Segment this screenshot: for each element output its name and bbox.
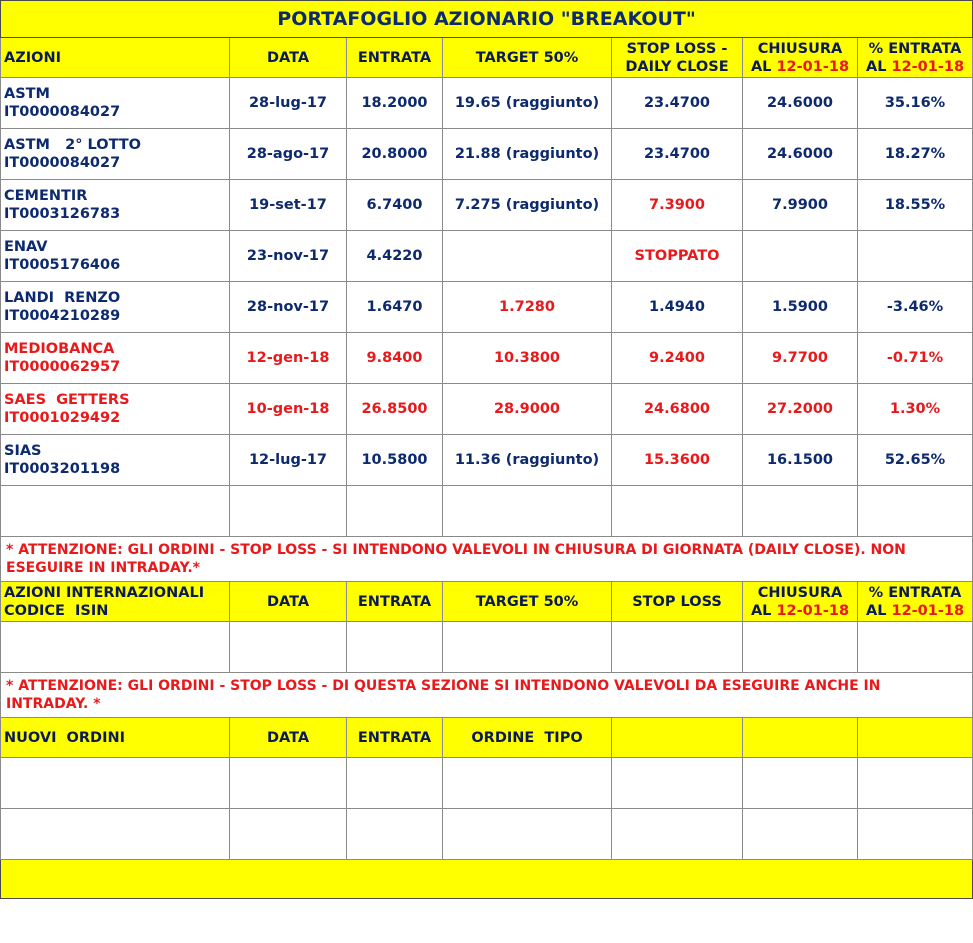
intl-header-line1: AZIONI INTERNAZIONALI: [4, 584, 205, 601]
perc-cell: 35.16%: [858, 78, 973, 129]
stock-name: SAES GETTERS: [4, 392, 130, 408]
date-cell: 28-ago-17: [230, 129, 347, 180]
entry-cell: 26.8500: [347, 384, 443, 435]
close-cell: 1.5900: [743, 282, 858, 333]
stock-name: LANDI RENZO: [4, 290, 121, 306]
empty-cell: [743, 486, 858, 537]
entry-cell: 10.5800: [347, 435, 443, 486]
intl-chiusura-line1: CHIUSURA: [757, 584, 843, 601]
stock-name: ENAV: [4, 239, 48, 255]
empty-cell: [230, 809, 347, 860]
perc-cell: [858, 231, 973, 282]
empty-cell: [1, 809, 230, 860]
col-intl-target-header: TARGET 50%: [443, 582, 612, 622]
footer-row: [1, 860, 973, 899]
date-cell: 12-gen-18: [230, 333, 347, 384]
target-cell: 28.9000: [443, 384, 612, 435]
warning-row: [1, 537, 973, 582]
empty-cell: [230, 486, 347, 537]
stock-isin: IT0001029492: [4, 410, 121, 426]
entry-cell: 6.7400: [347, 180, 443, 231]
empty-cell: [443, 809, 612, 860]
col-azioni-header: AZIONI: [1, 38, 230, 78]
col-intl-azioni-header: [1, 582, 230, 622]
stock-isin: IT0005176406: [4, 257, 121, 273]
empty-cell: [858, 486, 973, 537]
empty-row: [1, 486, 973, 537]
col-intl-entrata-header: ENTRATA: [347, 582, 443, 622]
entry-cell: 20.8000: [347, 129, 443, 180]
stoploss-cell: 23.4700: [612, 129, 743, 180]
table-row: [1, 435, 973, 486]
stock-cell: [1, 282, 230, 333]
entry-cell: 18.2000: [347, 78, 443, 129]
warning-row: [1, 673, 973, 718]
empty-header-cell: [612, 718, 743, 758]
stoploss-header-line2: DAILY CLOSE: [625, 58, 729, 75]
entry-cell: 9.8400: [347, 333, 443, 384]
empty-cell: [612, 622, 743, 673]
empty-cell: [1, 486, 230, 537]
target-cell: 1.7280: [443, 282, 612, 333]
perc-cell: -0.71%: [858, 333, 973, 384]
empty-cell: [443, 622, 612, 673]
empty-cell: [858, 622, 973, 673]
perc-cell: 52.65%: [858, 435, 973, 486]
col-nuovi-ordini-header: NUOVI ORDINI: [1, 718, 230, 758]
perc-cell: 18.55%: [858, 180, 973, 231]
empty-cell: [743, 758, 858, 809]
col-intl-stoploss-header: STOP LOSS: [612, 582, 743, 622]
stock-isin: IT0000084027: [4, 155, 121, 171]
empty-cell: [443, 486, 612, 537]
date-cell: 12-lug-17: [230, 435, 347, 486]
stock-name: ASTM 2° LOTTO: [4, 137, 142, 153]
date-cell: 23-nov-17: [230, 231, 347, 282]
target-cell: 19.65 (raggiunto): [443, 78, 612, 129]
close-cell: [743, 231, 858, 282]
date-cell: 19-set-17: [230, 180, 347, 231]
col-target-header: TARGET 50%: [443, 38, 612, 78]
empty-cell: [443, 758, 612, 809]
perc-header-line1: % ENTRATA: [868, 40, 962, 57]
entry-cell: 4.4220: [347, 231, 443, 282]
empty-cell: [347, 486, 443, 537]
stoploss-cell: 15.3600: [612, 435, 743, 486]
stoploss-cell: STOPPATO: [612, 231, 743, 282]
table-row: [1, 384, 973, 435]
stock-isin: IT0000062957: [4, 359, 121, 375]
empty-cell: [858, 809, 973, 860]
chiusura-header-date: 12-01-18: [776, 58, 850, 75]
stock-isin: IT0000084027: [4, 104, 121, 120]
stock-cell: [1, 78, 230, 129]
col-perc-header: [858, 38, 973, 78]
target-cell: 21.88 (raggiunto): [443, 129, 612, 180]
perc-cell: -3.46%: [858, 282, 973, 333]
stock-name: SIAS: [4, 443, 42, 459]
stock-name: CEMENTIR: [4, 188, 88, 204]
table-row: [1, 180, 973, 231]
intl-chiusura-date: 12-01-18: [776, 602, 850, 619]
date-cell: 28-nov-17: [230, 282, 347, 333]
target-cell: 7.275 (raggiunto): [443, 180, 612, 231]
stop-loss-warning: * ATTENZIONE: GLI ORDINI - STOP LOSS - SI INTENDONO VALEVOLI IN CHIUSURA DI GIORNATA (DAILY CLOSE). NON ESEGUIRE IN INTRADAY.*: [1, 537, 973, 582]
stock-cell: [1, 129, 230, 180]
target-cell: [443, 231, 612, 282]
stock-isin: IT0004210289: [4, 308, 121, 324]
col-chiusura-header: [743, 38, 858, 78]
intl-perc-line1: % ENTRATA: [868, 584, 962, 601]
empty-row: [1, 622, 973, 673]
close-cell: 24.6000: [743, 129, 858, 180]
stoploss-cell: 1.4940: [612, 282, 743, 333]
table-row: [1, 282, 973, 333]
col-intl-chiusura-header: [743, 582, 858, 622]
target-cell: 10.3800: [443, 333, 612, 384]
col-new-data-header: DATA: [230, 718, 347, 758]
table-row: [1, 78, 973, 129]
empty-header-cell: [743, 718, 858, 758]
stoploss-cell: 9.2400: [612, 333, 743, 384]
intl-perc-date: 12-01-18: [891, 602, 965, 619]
col-entrata-header: ENTRATA: [347, 38, 443, 78]
chiusura-header-al: AL: [750, 58, 777, 75]
empty-header-cell: [858, 718, 973, 758]
stoploss-cell: 24.6800: [612, 384, 743, 435]
stock-isin: IT0003126783: [4, 206, 121, 222]
col-data-header: DATA: [230, 38, 347, 78]
stock-name: ASTM: [4, 86, 50, 102]
stoploss-cell: 7.3900: [612, 180, 743, 231]
empty-cell: [347, 622, 443, 673]
empty-cell: [743, 622, 858, 673]
perc-cell: 1.30%: [858, 384, 973, 435]
chiusura-header-line1: CHIUSURA: [757, 40, 843, 57]
section2-header-row: [1, 582, 973, 622]
col-new-entrata-header: ENTRATA: [347, 718, 443, 758]
close-cell: 9.7700: [743, 333, 858, 384]
date-cell: 28-lug-17: [230, 78, 347, 129]
table-row: [1, 129, 973, 180]
stock-name: MEDIOBANCA: [4, 341, 115, 357]
close-cell: 16.1500: [743, 435, 858, 486]
intl-chiusura-al: AL: [750, 602, 777, 619]
empty-row: [1, 758, 973, 809]
section3-header-row: [1, 718, 973, 758]
stock-cell: [1, 384, 230, 435]
empty-cell: [612, 809, 743, 860]
close-cell: 24.6000: [743, 78, 858, 129]
stoploss-cell: 23.4700: [612, 78, 743, 129]
empty-cell: [347, 758, 443, 809]
empty-cell: [1, 758, 230, 809]
empty-cell: [230, 622, 347, 673]
section1-header-row: [1, 38, 973, 78]
empty-cell: [1, 622, 230, 673]
close-cell: 7.9900: [743, 180, 858, 231]
stock-cell: [1, 333, 230, 384]
target-cell: 11.36 (raggiunto): [443, 435, 612, 486]
footer-bar: [1, 860, 973, 899]
intl-header-line2: CODICE ISIN: [4, 602, 109, 619]
perc-cell: 18.27%: [858, 129, 973, 180]
entry-cell: 1.6470: [347, 282, 443, 333]
empty-cell: [230, 758, 347, 809]
intraday-warning: * ATTENZIONE: GLI ORDINI - STOP LOSS - DI QUESTA SEZIONE SI INTENDONO VALEVOLI DA ESEGUIRE ANCHE IN INTRADAY. *: [1, 673, 973, 718]
stoploss-header-line1: STOP LOSS -: [626, 40, 728, 57]
empty-row: [1, 809, 973, 860]
empty-cell: [858, 758, 973, 809]
table-row: [1, 333, 973, 384]
perc-header-al: AL: [865, 58, 892, 75]
table-row: [1, 231, 973, 282]
stock-cell: [1, 231, 230, 282]
col-intl-data-header: DATA: [230, 582, 347, 622]
empty-cell: [612, 486, 743, 537]
col-ordine-tipo-header: ORDINE TIPO: [443, 718, 612, 758]
empty-cell: [743, 809, 858, 860]
close-cell: 27.2000: [743, 384, 858, 435]
intl-perc-al: AL: [865, 602, 892, 619]
empty-cell: [347, 809, 443, 860]
col-stoploss-header: [612, 38, 743, 78]
stock-cell: [1, 180, 230, 231]
perc-header-date: 12-01-18: [891, 58, 965, 75]
empty-cell: [612, 758, 743, 809]
stock-cell: [1, 435, 230, 486]
stock-isin: IT0003201198: [4, 461, 121, 477]
col-intl-perc-header: [858, 582, 973, 622]
page-title: PORTAFOGLIO AZIONARIO "BREAKOUT": [1, 1, 973, 38]
date-cell: 10-gen-18: [230, 384, 347, 435]
